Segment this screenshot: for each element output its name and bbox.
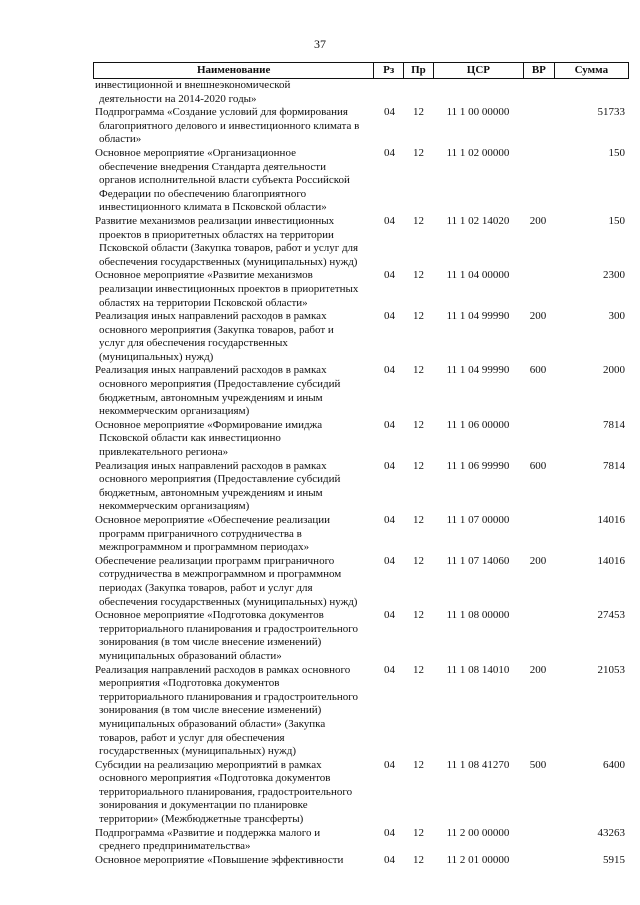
row-name bbox=[93, 854, 375, 868]
row-name-line: основного мероприятия (Предоставление субсидий bbox=[99, 473, 341, 486]
row-csr: 11 1 00 00000 bbox=[446, 106, 510, 119]
row-rz: 04 bbox=[384, 459, 395, 472]
row-name-line: обеспечение внедрения Стандарта деятельности bbox=[99, 160, 326, 173]
row-name-line: территориального планирования и градостроительного bbox=[99, 622, 358, 635]
row-rz: 04 bbox=[384, 364, 395, 377]
row-name bbox=[93, 419, 375, 460]
row-name bbox=[93, 460, 375, 514]
row-sum: 14016 bbox=[597, 514, 625, 526]
row-rz bbox=[375, 79, 404, 106]
table-body bbox=[93, 79, 629, 867]
row-vr bbox=[523, 147, 553, 215]
header-vr: ВР bbox=[524, 63, 555, 78]
row-vr: 200 bbox=[529, 310, 547, 323]
row-vr bbox=[523, 827, 553, 854]
row-rz: 04 bbox=[384, 554, 395, 567]
row-name-line: государственных (муниципальных) нужд) bbox=[99, 745, 296, 758]
table-row bbox=[93, 310, 629, 364]
row-name-line: проектов в приоритетных областях на территории bbox=[99, 228, 334, 241]
row-pr: 12 bbox=[413, 364, 424, 377]
table-row bbox=[93, 419, 629, 460]
row-pr bbox=[404, 79, 433, 106]
row-sum: 300 bbox=[608, 310, 625, 323]
row-name-line: обеспечения государственных (муниципальных) нужд) bbox=[99, 595, 358, 608]
row-sum: 150 bbox=[608, 214, 625, 227]
row-rz: 04 bbox=[384, 663, 395, 676]
row-sum: 51733 bbox=[597, 106, 625, 119]
row-csr: 11 1 02 00000 bbox=[446, 146, 510, 159]
row-name-line: инвестиционного климата в Псковской области» bbox=[99, 201, 327, 214]
table-row bbox=[93, 460, 629, 514]
row-name-line: благоприятного делового и инвестиционного климата в bbox=[99, 119, 360, 132]
row-vr bbox=[523, 854, 553, 868]
row-name-line: привлекательного региона» bbox=[99, 446, 229, 459]
table-row bbox=[93, 664, 629, 759]
table-row bbox=[93, 79, 629, 106]
row-vr: 200 bbox=[529, 554, 547, 567]
table-row bbox=[93, 854, 629, 868]
row-name-line: бюджетным, автономным учреждениям и иным bbox=[99, 391, 323, 404]
row-vr bbox=[523, 609, 553, 663]
row-name-line: деятельности на 2014-2020 годы» bbox=[99, 92, 257, 105]
table-row bbox=[93, 364, 629, 418]
row-rz: 04 bbox=[384, 826, 395, 839]
row-name-line: Обеспечение реализации программ приграничного bbox=[95, 554, 335, 567]
row-name-line: Основное мероприятие «Организационное bbox=[95, 146, 296, 159]
row-name-line: Основное мероприятие «Повышение эффективности bbox=[95, 853, 344, 866]
row-sum: 2300 bbox=[603, 269, 625, 282]
row-rz: 04 bbox=[384, 310, 395, 323]
row-pr: 12 bbox=[413, 663, 424, 676]
row-rz: 04 bbox=[384, 853, 395, 866]
row-name-line: Федерации по обеспечению благоприятного bbox=[99, 187, 307, 200]
row-name-line: Основное мероприятие «Обеспечение реализации bbox=[95, 514, 331, 526]
row-vr bbox=[523, 106, 553, 147]
table-header bbox=[93, 62, 629, 79]
row-name-line: Реализация иных направлений расходов в рамках bbox=[95, 364, 327, 377]
row-rz: 04 bbox=[384, 214, 395, 227]
row-name-line: Псковской области (Закупка товаров, работ и услуг для bbox=[99, 242, 359, 255]
row-name bbox=[93, 310, 375, 364]
row-name-line: программ приграничного сотрудничества в bbox=[99, 527, 302, 540]
row-name-line: Основное мероприятие «Развитие механизмов bbox=[95, 269, 313, 282]
row-sum bbox=[553, 79, 627, 106]
table-row bbox=[93, 759, 629, 827]
row-name-line: бюджетным, автономным учреждениям и иным bbox=[99, 486, 323, 499]
row-sum: 6400 bbox=[603, 758, 625, 771]
row-csr: 11 1 06 99990 bbox=[446, 459, 510, 472]
row-name-line: муниципальных образований области» bbox=[99, 649, 282, 662]
table-row bbox=[93, 609, 629, 663]
row-rz: 04 bbox=[384, 758, 395, 771]
row-rz: 04 bbox=[384, 106, 395, 119]
row-name-line: области» bbox=[99, 133, 142, 146]
row-pr: 12 bbox=[413, 214, 424, 227]
row-name-line: услуг для обеспечения государственных bbox=[99, 337, 288, 350]
row-name-line: основного мероприятия (Закупка товаров, работ и bbox=[99, 323, 334, 336]
row-sum: 27453 bbox=[597, 609, 625, 622]
row-vr bbox=[523, 419, 553, 460]
table-row bbox=[93, 514, 629, 555]
row-rz: 04 bbox=[384, 146, 395, 159]
row-csr: 11 1 02 14020 bbox=[446, 214, 510, 227]
row-name-line: основного мероприятия (Предоставление субсидий bbox=[99, 378, 341, 391]
budget-table bbox=[93, 62, 629, 867]
row-vr: 600 bbox=[529, 364, 547, 377]
row-name-line: зонирования (в том числе внесение изменений) bbox=[99, 636, 322, 649]
row-csr: 11 2 01 00000 bbox=[446, 853, 510, 866]
row-csr: 11 1 04 99990 bbox=[446, 310, 510, 323]
row-name-line: Развитие механизмов реализации инвестиционных bbox=[95, 214, 335, 227]
row-name-line: товаров, работ и услуг для обеспечения bbox=[99, 731, 285, 744]
row-vr bbox=[523, 79, 553, 106]
page-number: 37 bbox=[314, 37, 326, 51]
row-csr: 11 1 08 41270 bbox=[446, 758, 510, 771]
row-vr: 500 bbox=[529, 758, 547, 771]
row-name-line: инвестиционной и внешнеэкономической bbox=[95, 79, 291, 91]
row-rz: 04 bbox=[384, 609, 395, 622]
row-pr: 12 bbox=[413, 826, 424, 839]
row-pr: 12 bbox=[413, 146, 424, 159]
row-csr: 11 1 06 00000 bbox=[446, 418, 510, 431]
row-rz: 04 bbox=[384, 514, 395, 526]
row-name-line: Псковской области как инвестиционно bbox=[99, 432, 281, 445]
row-name bbox=[93, 269, 375, 310]
row-vr: 200 bbox=[529, 663, 547, 676]
row-name-line: мероприятия «Подготовка документов bbox=[99, 677, 280, 690]
table-row bbox=[93, 827, 629, 854]
header-sum: Сумма bbox=[574, 64, 609, 76]
row-name-line: Субсидии на реализацию мероприятий в рамках bbox=[95, 758, 322, 771]
row-name-line: некоммерческим организациям) bbox=[99, 405, 250, 418]
row-name-line: обеспечения государственных (муниципальных) нужд) bbox=[99, 255, 358, 268]
row-vr: 600 bbox=[529, 459, 547, 472]
row-rz: 04 bbox=[384, 269, 395, 282]
row-name-line: Реализация иных направлений расходов в рамках bbox=[95, 310, 327, 323]
row-pr: 12 bbox=[413, 310, 424, 323]
row-name-line: территории» (Межбюджетные трансферты) bbox=[99, 813, 304, 826]
header-rz: Рз bbox=[374, 63, 404, 78]
row-sum: 7814 bbox=[603, 418, 625, 431]
row-name bbox=[93, 514, 375, 555]
row-name-line: областях на территории Псковской области» bbox=[99, 296, 308, 309]
row-name bbox=[93, 555, 375, 609]
row-name-line: зонирования (в том числе внесение изменений) bbox=[99, 704, 322, 717]
row-name-line: муниципальных образований области» (Закупка bbox=[99, 717, 326, 730]
row-name-line: межпрограммном и программном периодах» bbox=[99, 541, 310, 554]
row-csr: 11 1 04 00000 bbox=[446, 269, 510, 282]
row-sum: 21053 bbox=[597, 663, 625, 676]
header-csr: ЦСР bbox=[434, 63, 524, 78]
row-name-line: Реализация иных направлений расходов в рамках bbox=[95, 459, 327, 472]
row-name bbox=[93, 147, 375, 215]
row-sum: 14016 bbox=[597, 554, 625, 567]
row-sum: 7814 bbox=[603, 459, 625, 472]
row-vr: 200 bbox=[529, 214, 547, 227]
row-csr: 11 1 08 00000 bbox=[446, 609, 510, 622]
row-name bbox=[93, 664, 375, 759]
row-pr: 12 bbox=[413, 554, 424, 567]
row-name-line: территориального планирования и градостроительного bbox=[99, 690, 358, 703]
row-name-line: зонирования и документации по планировке bbox=[99, 799, 308, 812]
row-name-line: основного мероприятия «Подготовка документов bbox=[99, 772, 331, 785]
row-csr: 11 1 07 00000 bbox=[446, 514, 510, 526]
row-name-line: Подпрограмма «Создание условий для формирования bbox=[95, 106, 348, 119]
row-name-line: органов исполнительной власти субъекта Российской bbox=[99, 174, 350, 187]
row-name-line: Основное мероприятие «Формирование имиджа bbox=[95, 418, 323, 431]
row-sum: 2000 bbox=[603, 364, 625, 377]
row-csr: 11 1 07 14060 bbox=[446, 554, 510, 567]
row-name bbox=[93, 215, 375, 269]
row-name-line: Реализация направлений расходов в рамках основного bbox=[95, 663, 351, 676]
row-sum: 5915 bbox=[603, 853, 625, 866]
row-name-line: периодах (Закупка товаров, работ и услуг для bbox=[99, 581, 313, 594]
table-row bbox=[93, 215, 629, 269]
row-csr: 11 2 00 00000 bbox=[446, 826, 510, 839]
table-row bbox=[93, 106, 629, 147]
row-rz: 04 bbox=[384, 418, 395, 431]
row-name-line: среднего предпринимательства» bbox=[99, 840, 251, 853]
row-name-line: сотрудничества в межпрограммном и программном bbox=[99, 568, 342, 581]
row-csr: 11 1 08 14010 bbox=[446, 663, 510, 676]
row-name bbox=[93, 827, 375, 854]
header-name: Наименование bbox=[94, 63, 374, 78]
table-row bbox=[93, 147, 629, 215]
row-name bbox=[93, 364, 375, 418]
row-pr: 12 bbox=[413, 609, 424, 622]
row-name-line: Подпрограмма «Развитие и поддержка малого и bbox=[95, 826, 321, 839]
row-name-line: некоммерческим организациям) bbox=[99, 500, 250, 513]
row-sum: 43263 bbox=[597, 826, 625, 839]
row-pr: 12 bbox=[413, 269, 424, 282]
row-sum: 150 bbox=[608, 146, 625, 159]
row-csr: 11 1 04 99990 bbox=[446, 364, 510, 377]
row-name-line: (муниципальных) нужд) bbox=[99, 350, 214, 363]
row-vr bbox=[523, 514, 553, 555]
row-pr: 12 bbox=[413, 853, 424, 866]
row-vr bbox=[523, 269, 553, 310]
row-name bbox=[93, 609, 375, 663]
header-pr: Пр bbox=[404, 63, 434, 78]
row-pr: 12 bbox=[413, 418, 424, 431]
row-name-line: территориального планирования, градостроительного bbox=[99, 785, 353, 798]
row-pr: 12 bbox=[413, 106, 424, 119]
row-csr bbox=[433, 79, 523, 106]
row-name bbox=[93, 759, 375, 827]
row-name-line: реализации инвестиционных проектов в приоритетных bbox=[99, 282, 359, 295]
row-name bbox=[93, 106, 375, 147]
row-name-line: Основное мероприятие «Подготовка документов bbox=[95, 609, 324, 622]
row-pr: 12 bbox=[413, 459, 424, 472]
table-row bbox=[93, 269, 629, 310]
row-name bbox=[93, 79, 375, 106]
table-row bbox=[93, 555, 629, 609]
row-pr: 12 bbox=[413, 758, 424, 771]
row-pr: 12 bbox=[413, 514, 424, 526]
